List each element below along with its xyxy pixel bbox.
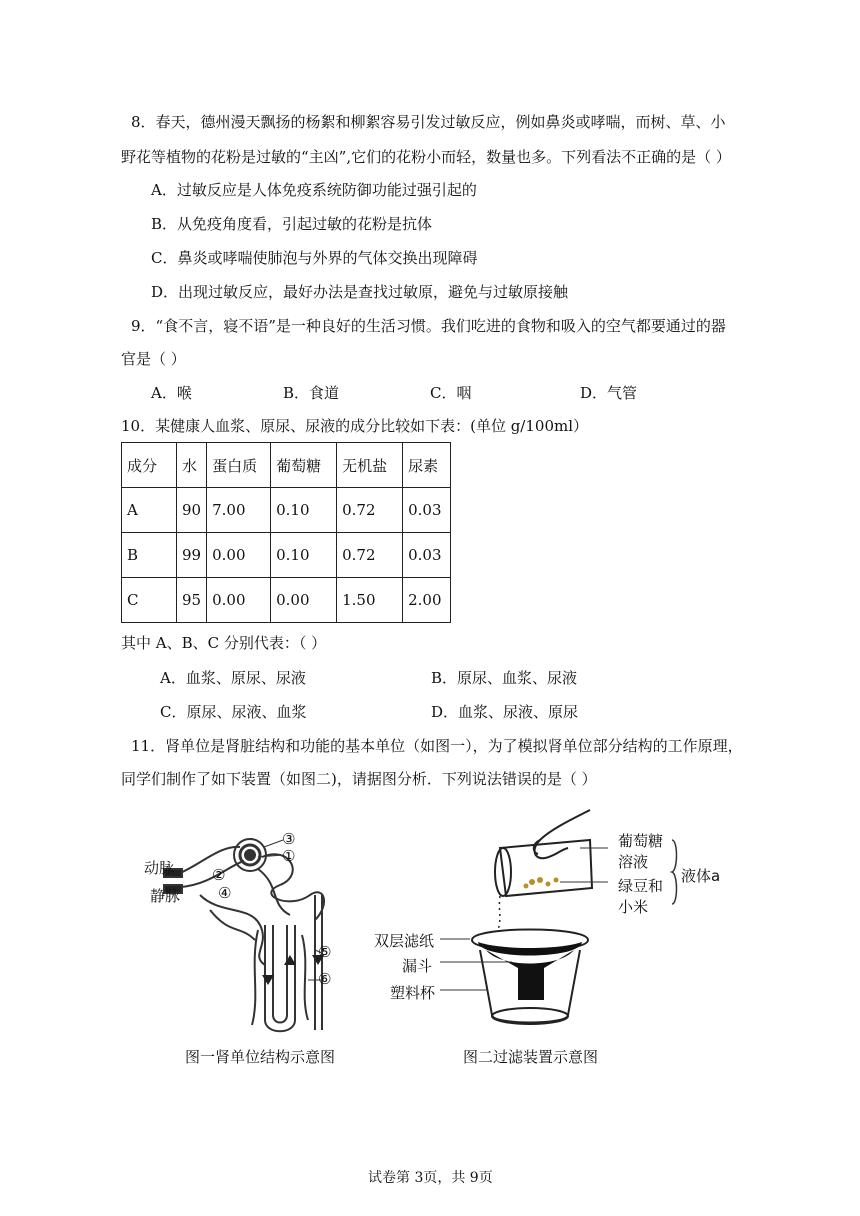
- table-cell: 0.10: [271, 533, 337, 578]
- table-cell: 95: [177, 578, 207, 623]
- label-liquid-a: 液体a: [681, 867, 721, 885]
- q10-option-b: B．原尿、血浆、尿液: [431, 669, 578, 687]
- marker-5: ⑤: [318, 943, 332, 961]
- marker-6: ⑥: [318, 970, 332, 988]
- q10-option-d: D．血浆、尿液、原尿: [431, 703, 579, 721]
- q9-line2: 官是（ ）: [121, 350, 186, 368]
- table-cell: 0.72: [337, 488, 403, 533]
- q9-line1: 9．“食不言，寝不语”是一种良好的生活习惯。我们吃进的食物和吸入的空气都要通过的器: [131, 317, 726, 335]
- q10-stem: 10．某健康人血浆、原尿、尿液的成分比较如下表：(单位 g/100ml）: [121, 417, 589, 435]
- q8-option-a: A．过敏反应是人体免疫系统防御功能过强引起的: [151, 181, 477, 199]
- table-cell: 0.00: [207, 533, 271, 578]
- table-header-cell: 蛋白质: [207, 443, 271, 488]
- composition-table: [121, 442, 451, 623]
- marker-1: ①: [282, 847, 296, 865]
- q8-line2: 野花等植物的花粉是过敏的“主凶”,它们的花粉小而轻，数量也多。下列看法不正确的是（ ）: [121, 148, 731, 166]
- label-vein: 静脉: [150, 887, 181, 905]
- table-cell: 1.50: [337, 578, 403, 623]
- label-artery: 动脉: [144, 859, 175, 877]
- marker-2: ②: [212, 866, 226, 884]
- q10-after: 其中 A、B、C 分别代表：（ ）: [121, 634, 327, 652]
- table-cell: 90: [177, 488, 207, 533]
- table-row: [122, 578, 451, 623]
- table-cell: A: [122, 488, 177, 533]
- table-cell: C: [122, 578, 177, 623]
- table-header-cell: 葡萄糖: [271, 443, 337, 488]
- q9-option-a: A．喉: [151, 384, 192, 402]
- nephron-diagram: [140, 825, 370, 1040]
- table-header-cell: 水: [177, 443, 207, 488]
- table-header-cell: 成分: [122, 443, 177, 488]
- table-cell: 0.72: [337, 533, 403, 578]
- label-plastic-cup: 塑料杯: [390, 984, 436, 1002]
- label-glucose-2: 溶液: [618, 853, 649, 871]
- q9-option-c: C．咽: [430, 384, 472, 402]
- table-cell: 0.00: [207, 578, 271, 623]
- page-footer: 试卷第 3页，共 9页: [368, 1170, 493, 1186]
- q11-line1: 11．肾单位是肾脏结构和功能的基本单位（如图一），为了模拟肾单位部分结构的工作原理，: [131, 737, 743, 755]
- q10-option-a: A．血浆、原尿、尿液: [160, 669, 306, 687]
- table-header-cell: 尿素: [403, 443, 451, 488]
- q8-option-c: C．鼻炎或哮喘使肺泡与外界的气体交换出现障碍: [151, 249, 478, 267]
- table-cell: 0.00: [271, 578, 337, 623]
- table-cell: 0.10: [271, 488, 337, 533]
- label-filter-paper: 双层滤纸: [374, 932, 435, 950]
- table-header-cell: 无机盐: [337, 443, 403, 488]
- marker-3: ③: [282, 830, 296, 848]
- table-cell: B: [122, 533, 177, 578]
- label-funnel: 漏斗: [402, 957, 433, 975]
- label-glucose-1: 葡萄糖: [618, 832, 664, 850]
- q8-line1: 8．春天，德州漫天飘扬的杨絮和柳絮容易引发过敏反应，例如鼻炎或哮喘，而树、草、小: [131, 113, 726, 131]
- table-cell: 0.03: [403, 488, 451, 533]
- table-cell: 2.00: [403, 578, 451, 623]
- figure2-caption: 图二过滤装置示意图: [463, 1048, 599, 1066]
- q8-option-b: B．从免疫角度看，引起过敏的花粉是抗体: [151, 215, 433, 233]
- table-cell: 99: [177, 533, 207, 578]
- table-row: [122, 533, 451, 578]
- q9-option-d: D．气管: [580, 384, 638, 402]
- marker-4: ④: [218, 884, 232, 902]
- q11-line2: 同学们制作了如下装置（如图二)，请据图分析．下列说法错误的是（ ）: [121, 770, 597, 788]
- q8-option-d: D．出现过敏反应，最好办法是查找过敏原，避免与过敏原接触: [151, 283, 569, 301]
- q10-option-c: C．原尿、尿液、血浆: [160, 703, 307, 721]
- label-bean-2: 小米: [618, 898, 649, 916]
- label-bean-1: 绿豆和: [618, 877, 664, 895]
- figure1-caption: 图一肾单位结构示意图: [185, 1048, 336, 1066]
- table-cell: 0.03: [403, 533, 451, 578]
- table-cell: 7.00: [207, 488, 271, 533]
- q9-option-b: B．食道: [283, 384, 340, 402]
- table-row: [122, 488, 451, 533]
- table-header-row: [122, 443, 451, 488]
